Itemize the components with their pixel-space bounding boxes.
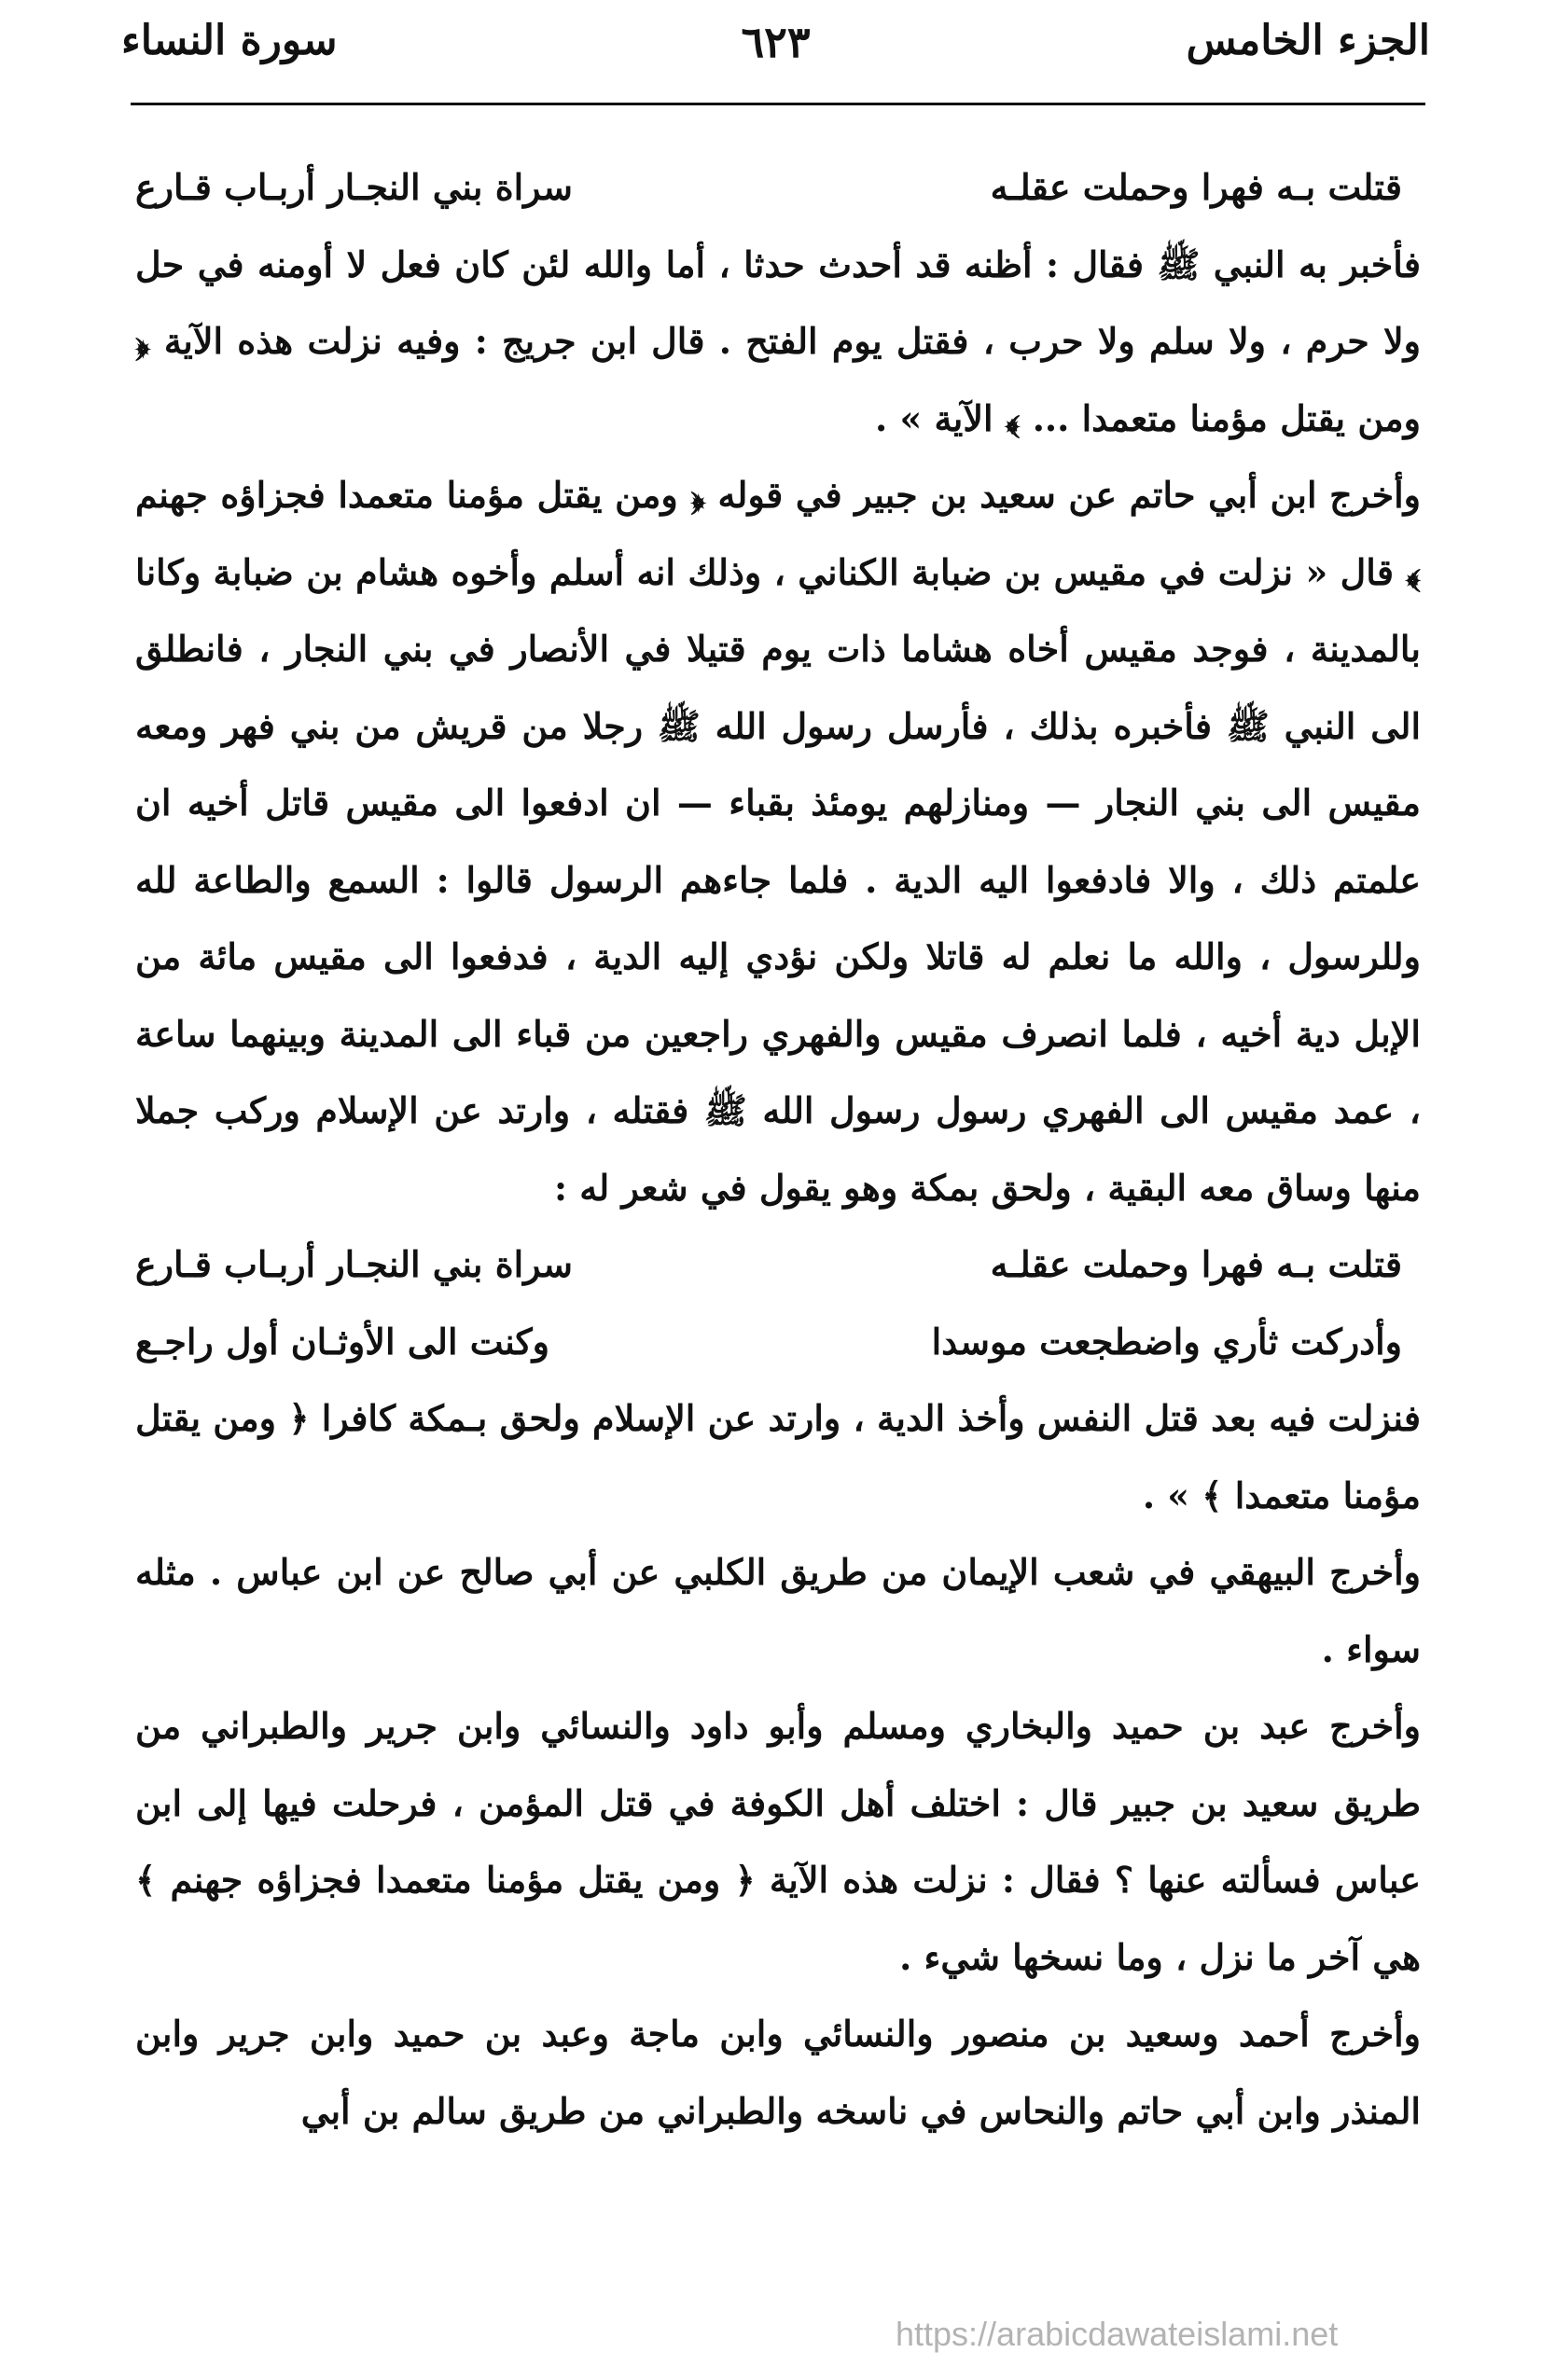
- page-header: [121, 17, 1430, 91]
- paragraph: فأخبر به النبي ﷺ فقال : أظنه قد أحدث حدثا ، أما والله لئن كان فعل لا أومنه في حل ولا حرم ، ولا سلم ولا حرب ، فقتل يوم الفتح . قال ابن جريج : وفيه نزلت هذه الآية ﴿ ومن يقتل مؤمنا متعمدا ... ﴾ الآية » .: [135, 242, 1422, 439]
- surah-title: سورة النساء: [121, 17, 338, 64]
- verse-hemistich-first: وأدركت ثأري واضطجعت موسدا: [931, 1320, 1402, 1363]
- verse-hemistich-first: قتلت بـه فهرا وحملت عقلـه: [990, 166, 1402, 208]
- page-body: [135, 149, 1421, 2150]
- verse-hemistich-second: وكنت الى الأوثـان أول راجـع: [135, 1320, 549, 1363]
- juz-title: الجزء الخامس: [1186, 17, 1430, 64]
- paragraph: وأخرج البيهقي في شعب الإيمان من طريق الكلبي عن أبي صالح عن ابن عباس . مثله سواء .: [135, 1551, 1421, 1670]
- verse-line: [135, 1304, 1421, 1381]
- verse-hemistich-second: سراة بني النجـار أربـاب قـارع: [135, 1243, 573, 1285]
- paragraph: وأخرج ابن أبي حاتم عن سعيد بن جبير في قوله ﴿ ومن يقتل مؤمنا متعمدا فجزاؤه جهنم ﴾ قال « نزلت في مقيس بن ضبابة الكناني ، وذلك انه أسلم وأخوه هشام بن ضبابة وكانا بالمدينة ، فوجد مقيس أخاه هشاما ذات يوم قتيلا في الأنصار في بني النجار ، فانطلق الى النبي ﷺ فأخبره بذلك ، فأرسل رسول الله ﷺ رجلا من قريش من بني فهر ومعه مقيس الى بني النجار — ومنازلهم يومئذ بقباء — ان ادفعوا الى مقيس قاتل أخيه ان علمتم ذلك ، والا فادفعوا اليه الدية . فلما جاءهم الرسول قالوا : السمع والطاعة لله وللرسول ، والله ما نعلم له قاتلا ولكن نؤدي إليه الدية ، فدفعوا الى مقيس مائة من الإبل دية أخيه ، فلما انصرف مقيس والفهري راجعين من قباء الى المدينة وبينهما ساعة ، عمد مقيس الى الفهري رسول رسول الله ﷺ فقتله ، وارتد عن الإسلام وركب جملا منها وساق معه البقية ، ولحق بمكة وهو يقول في شعر له :: [135, 474, 1421, 1209]
- header-rule: [131, 103, 1425, 105]
- verse-hemistich-second: سراة بني النجـار أربـاب قـارع: [135, 166, 573, 208]
- verse-line: [135, 149, 1421, 227]
- verse-hemistich-first: قتلت بـه فهرا وحملت عقلـه: [990, 1243, 1402, 1285]
- paragraph: فنزلت فيه بعد قتل النفس وأخذ الدية ، وارتد عن الإسلام ولحق بـمكة كافرا ﴿ ومن يقتل مؤمنا متعمدا ﴾ » .: [135, 1397, 1421, 1516]
- verse-line: [135, 1226, 1421, 1304]
- paragraph: وأخرج أحمد وسعيد بن منصور والنسائي وابن ماجة وعبد بن حميد وابن جرير وابن المنذر وابن أبي حاتم والنحاس في ناسخه والطبراني من طريق سالم بن أبي: [135, 2013, 1421, 2132]
- paragraph: وأخرج عبد بن حميد والبخاري ومسلم وأبو داود والنسائي وابن جرير والطبراني من طريق سعيد بن جبير قال : اختلف أهل الكوفة في قتل المؤمن ، فرحلت فيها إلى ابن عباس فسألته عنها ؟ فقال : نزلت هذه الآية ﴿ ومن يقتل مؤمنا متعمدا فجزاؤه جهنم ﴾ هي آخر ما نزل ، وما نسخها شيء .: [135, 1705, 1421, 1978]
- page-number: ٦٢٣: [741, 17, 811, 67]
- watermark-url: https://arabicdawateislami.net: [896, 2315, 1339, 2353]
